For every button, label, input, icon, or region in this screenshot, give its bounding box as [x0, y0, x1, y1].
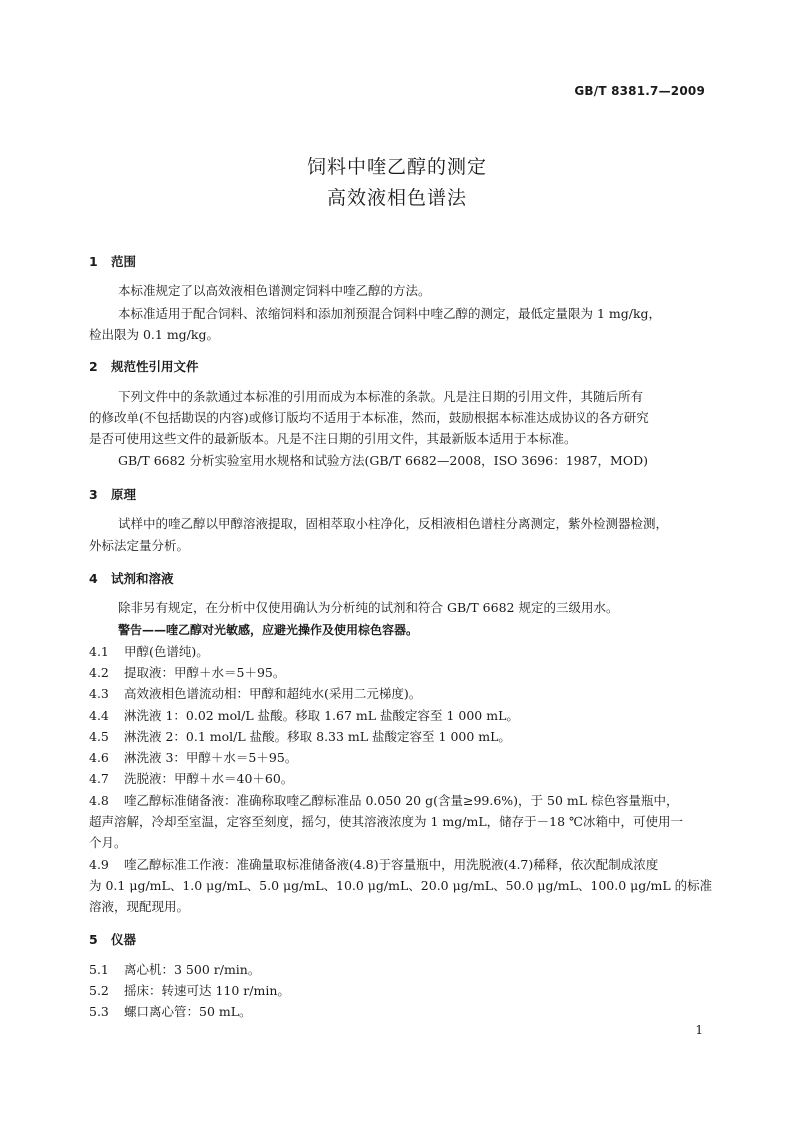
item-number: 5.3 — [89, 1004, 109, 1019]
item-number: 4.5 — [89, 729, 109, 744]
section-1-heading — [89, 252, 136, 270]
list-item — [89, 983, 705, 999]
section-number: 3 — [89, 487, 98, 502]
list-item — [89, 729, 705, 745]
section-title: 试剂和溶液 — [111, 571, 174, 586]
standard-code: GB/T 8381.7—2009 — [574, 84, 705, 98]
section-title: 原理 — [111, 487, 137, 502]
item-text: 提取液：甲醇＋水＝5＋95。 — [124, 665, 286, 680]
item-number: 4.1 — [89, 644, 109, 659]
section-number: 1 — [89, 254, 98, 269]
section-title: 范围 — [111, 254, 137, 269]
paragraph-continuation: 检出限为 0.1 mg/kg。 — [89, 327, 219, 342]
item-number: 4.9 — [89, 857, 109, 872]
paragraph: 下列文件中的条款通过本标准的引用而成为本标准的条款。凡是注日期的引用文件，其随后所有 — [118, 389, 644, 404]
list-item — [89, 857, 705, 873]
document-subtitle: 高效液相色谱法 — [326, 187, 467, 209]
paragraph: 本标准规定了以高效液相色谱测定饲料中喹乙醇的方法。 — [118, 283, 431, 298]
normative-reference: GB/T 6682 分析实验室用水规格和试验方法(GB/T 6682—2008，ISO 3696：1987，MOD) — [118, 453, 648, 468]
section-2-heading — [89, 357, 199, 375]
list-item — [89, 750, 705, 766]
paragraph-continuation: 的修改单(不包括勘误的内容)或修订版均不适用于本标准，然而，鼓励根据本标准达成协议的各方研究 — [89, 410, 649, 425]
paragraph: 本标准适用于配合饲料、浓缩饲料和添加剂预混合饲料中喹乙醇的测定，最低定量限为 1 mg/kg， — [118, 306, 662, 321]
item-text: 淋洗液 3：甲醇＋水＝5＋95。 — [124, 750, 298, 765]
paragraph: 试样中的喹乙醇以甲醇溶液提取，固相萃取小柱净化，反相液相色谱柱分离测定，紫外检测器检测， — [118, 516, 669, 531]
list-item — [89, 1004, 705, 1020]
paragraph-continuation: 外标法定量分析。 — [89, 538, 190, 553]
list-item — [89, 793, 705, 809]
section-4-heading — [89, 569, 174, 587]
section-number: 2 — [89, 359, 98, 374]
item-text: 洗脱液：甲醇＋水＝40＋60。 — [124, 771, 294, 786]
item-text: 喹乙醇标准储备液：准确称取喹乙醇标准品 0.050 20 g(含量≥99.6%)，于 50 mL 棕色容量瓶中， — [124, 793, 679, 808]
section-number: 4 — [89, 571, 98, 586]
item-number: 4.4 — [89, 708, 109, 723]
paragraph-continuation: 是否可使用这些文件的最新版本。凡是不注日期的引用文件，其最新版本适用于本标准。 — [89, 431, 577, 446]
item-continuation: 为 0.1 μg/mL、1.0 μg/mL、5.0 μg/mL、10.0 μg/mL、20.0 μg/mL、50.0 μg/mL、100.0 μg/mL 的标准 — [89, 878, 713, 893]
section-title: 规范性引用文件 — [111, 359, 199, 374]
item-text: 摇床：转速可达 110 r/min。 — [124, 983, 290, 998]
list-item — [89, 686, 705, 702]
item-continuation: 个月。 — [89, 835, 127, 850]
item-number: 4.6 — [89, 750, 109, 765]
section-title: 仪器 — [111, 932, 137, 947]
section-5-heading — [89, 930, 136, 948]
item-text: 高效液相色谱流动相：甲醇和超纯水(采用二元梯度)。 — [124, 686, 422, 701]
item-number: 4.2 — [89, 665, 109, 680]
paragraph: 除非另有规定，在分析中仅使用确认为分析纯的试剂和符合 GB/T 6682 规定的三级用水。 — [118, 600, 619, 615]
item-text: 淋洗液 2：0.1 mol/L 盐酸。移取 8.33 mL 盐酸定容至 1 000 mL。 — [124, 729, 511, 744]
item-number: 4.7 — [89, 771, 109, 786]
item-text: 甲醇(色谱纯)。 — [124, 644, 209, 659]
item-text: 螺口离心管：50 mL。 — [124, 1004, 252, 1019]
section-3-heading — [89, 485, 136, 503]
item-number: 4.3 — [89, 686, 109, 701]
list-item — [89, 771, 705, 787]
item-continuation: 超声溶解，冷却至室温，定容至刻度，摇匀，使其溶液浓度为 1 mg/mL，储存于－18 ℃冰箱中，可使用一 — [89, 814, 683, 829]
list-item — [89, 644, 705, 660]
list-item — [89, 665, 705, 681]
item-number: 5.1 — [89, 962, 109, 977]
warning-text: 警告——喹乙醇对光敏感，应避光操作及使用棕色容器。 — [118, 623, 419, 637]
list-item — [89, 708, 705, 724]
page-number: 1 — [695, 1023, 703, 1037]
document-title: 饲料中喹乙醇的测定 — [306, 156, 487, 178]
item-continuation: 溶液，现配现用。 — [89, 899, 190, 914]
item-text: 喹乙醇标准工作液：准确量取标准储备液(4.8)于容量瓶中，用洗脱液(4.7)稀释，依次配制成浓度 — [124, 857, 659, 872]
item-text: 淋洗液 1：0.02 mol/L 盐酸。移取 1.67 mL 盐酸定容至 1 000 mL。 — [124, 708, 519, 723]
list-item — [89, 962, 705, 978]
item-number: 5.2 — [89, 983, 109, 998]
section-number: 5 — [89, 932, 98, 947]
item-text: 离心机：3 500 r/min。 — [124, 962, 261, 977]
item-number: 4.8 — [89, 793, 109, 808]
